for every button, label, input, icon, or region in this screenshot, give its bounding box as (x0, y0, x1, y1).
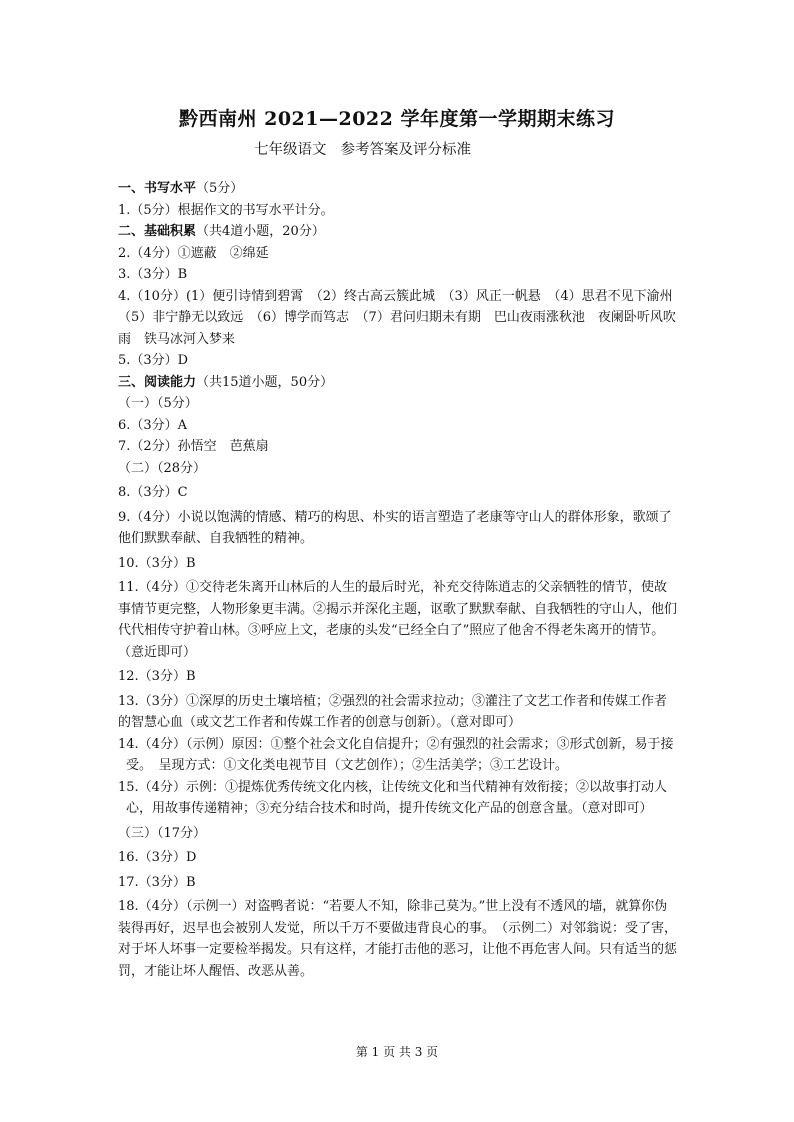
answer-item: 1.（5分）根据作文的书写水平计分。 (118, 202, 334, 218)
subsection-heading: （三）（17分） (118, 825, 207, 841)
answer-item: 12.（3分）B (118, 669, 196, 684)
subtitle-answer-key: 参考答案及评分标准 (340, 142, 471, 158)
answer-item: 9.（4分）小说以饱满的情感、精巧的构思、朴实的语言塑造了老康等守山人的群体形象，歌颂了他们默默奉献、自我牺牲的精神。 (118, 509, 672, 546)
answer-item: 15.（4分）示例：①提炼优秀传统文化内核，让传统文化和当代精神有效衔接；②以故事打动人心，用故事传递精神；③充分结合技术和时尚，提升传统文化产品的创意含量。（意对即可） (118, 779, 667, 816)
answer-item: 2.（4分）①遮蔽 ②绵延 (118, 245, 269, 261)
answer-body (118, 178, 686, 985)
answer-item: 8.（3分）C (118, 485, 188, 500)
answer-item: 13.（3分）①深厚的历史土壤培植；②强烈的社会需求拉动；③灌注了文艺工作者和传媒工作者的智慧心血（或文艺工作者和传媒工作者的创意与创新）。（意对即可） (118, 693, 667, 730)
answer-item: 14.（4分）（示例）原因：①整个社会文化自信提升；②有强烈的社会需求；③形式创新，易于接受。 呈现方式：①文化类电视节目（文艺创作）；②生活美学；③工艺设计。 (118, 736, 674, 773)
page-subtitle (254, 138, 471, 159)
answer-item: 5.（3分）D (118, 353, 189, 368)
page-number: 第 1 页 共 3 页 (355, 1045, 439, 1059)
section-heading: 三、阅读能力（共15道小题，50分） (118, 374, 334, 390)
answer-item: 17.（3分）B (118, 874, 196, 890)
answer-item: 3.（3分）B (118, 267, 188, 282)
answer-item: 10.（3分）B (118, 555, 196, 571)
answer-item: 6.（3分）A (118, 417, 188, 433)
page-title: 黔西南州 2021—2022 学年度第一学期期末练习 (179, 108, 615, 130)
section-heading: 二、基础积累（共4道小题，20分） (118, 224, 325, 239)
section-heading: 一、书写水平（5分） (118, 181, 244, 196)
answer-item: 16.（3分）D (118, 850, 197, 865)
subsection-heading: （二）（28分） (118, 460, 207, 476)
subtitle-grade: 七年级语文 (254, 142, 327, 158)
answer-item: 4.（10分）(1）便引诗情到碧霄 （2）终古高云簇此城 （3）风正一帆悬 （4）思君不见下渝州 （5）非宁静无以致远 （6）博学而笃志 （7）君问归期未有期 巴山夜雨涨秋池 夜阑卧听风吹雨 铁马冰河入梦来 (118, 288, 686, 347)
answer-item: 7.（2分）孙悟空 芭蕉扇 (118, 439, 269, 454)
subsection-heading: （一）（5分） (118, 396, 198, 411)
answer-item: 18.（4分）（示例一）对盗鸭者说：“若要人不知，除非己莫为。”世上没有不透风的墙，就算你伪装得再好，迟早也会被别人发觉，所以千万不要做违背良心的事。 （示例二）对邻翁说：受了害，对于坏人坏事一定要检举揭发。只有这样，才能打击他的恶习，让他不再危害人间。只有适当的惩罚，才能让坏人醒悟、改恶从善。 (118, 899, 678, 979)
answer-item: 11.（4分）①交待老朱离开山林后的人生的最后时光，补充交待陈逍志的父亲牺牲的情节，使故事情节更完整，人物形象更丰满。②揭示并深化主题，讴歌了默默奉献、自我牺牲的守山人，他们代代相传守护着山林。③呼应上文，老康的头发“已经全白了”照应了他舍不得老朱离开的情节。（意近即可） (118, 580, 678, 660)
